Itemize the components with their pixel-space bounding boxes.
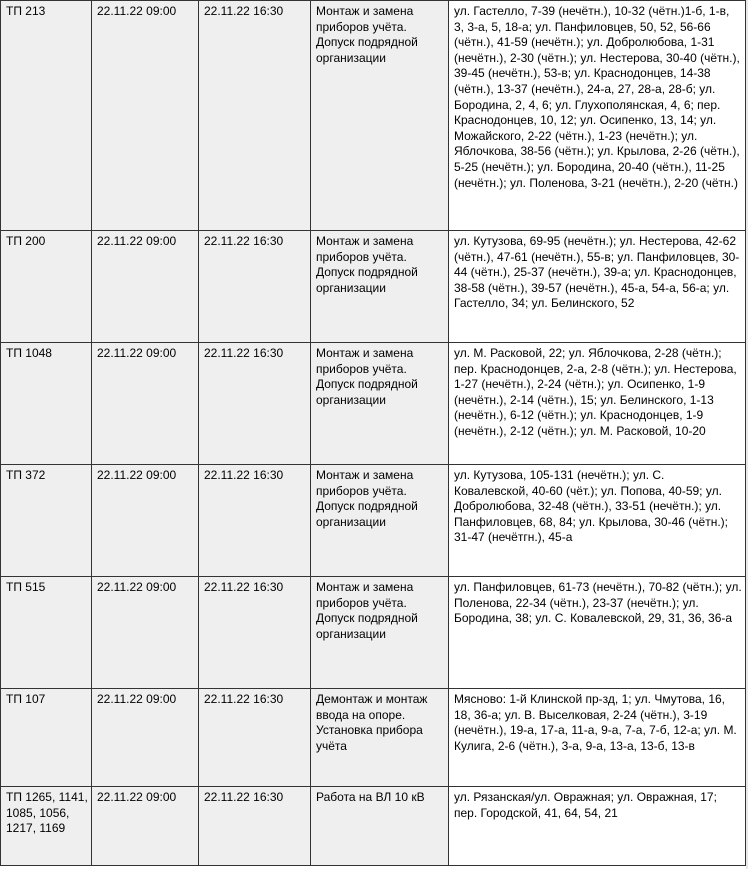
end-time-cell: 22.11.22 16:30 [199,1,311,231]
end-time-cell: 22.11.22 16:30 [199,343,311,465]
addresses-cell: ул. Рязанская/ул. Овражная; ул. Овражная, 17; пер. Городской, 41, 64, 54, 21 [449,787,746,866]
substation-cell: ТП 515 [1,577,92,689]
work-type-cell: Монтаж и замена приборов учёта. Допуск подрядной организации [311,1,449,231]
work-type-cell: Монтаж и замена приборов учёта. Допуск подрядной организации [311,577,449,689]
substation-cell: ТП 1265, 1141, 1085, 1056, 1217, 1169 [1,787,92,866]
table-row [1,465,746,577]
substation-cell: ТП 1048 [1,343,92,465]
start-time-cell: 22.11.22 09:00 [92,787,199,866]
end-time-cell: 22.11.22 16:30 [199,689,311,787]
work-type-cell: Монтаж и замена приборов учёта. Допуск подрядной организации [311,343,449,465]
start-time-cell: 22.11.22 09:00 [92,465,199,577]
addresses-cell: ул. М. Расковой, 22; ул. Яблочкова, 2-28 (чётн.); пер. Краснодонцев, 2-а, 2-8 (чётн.); ул. Нестерова, 1-27 (нечётн.), 2-24 (чётн.); ул. Осипенко, 1-9 (нечётн.), 2-14 (чётн.), 15; ул. Белинского, 1-13 (нечётн.), 6-12 (чётн.); ул. Краснодонцев, 1-9 (нечётн.), 2-12 (чётн.); ул. М. Расковой, 10-20 [449,343,746,465]
addresses-cell: Мясново: 1-й Клинской пр-зд, 1; ул. Чмутова, 16, 18, 36-а; ул. В. Выселковая, 2-24 (чётн.), 3-19 (нечётн.), 19-а, 17-а, 11-а, 9-а, 7-а, 7-б, 12-а; ул. М. Кулига, 2-6 (чётн.), 3-а, 9-а, 13-а, 13-б, 13-в [449,689,746,787]
table-row [1,787,746,866]
end-time-cell: 22.11.22 16:30 [199,577,311,689]
substation-cell: ТП 200 [1,231,92,343]
table-row [1,689,746,787]
addresses-cell: ул. Гастелло, 7-39 (нечётн.), 10-32 (чётн.)1-б, 1-в, 3, 3-а, 5, 18-а; ул. Панфиловцев, 50, 52, 56-66 (чётн.), 41-59 (нечётн.); ул. Добролюбова, 1-31 (нечётн.), 2-30 (чётн.); ул. Нестерова, 30-40 (чётн.), 39-45 (нечётн.), 53-в; ул. Краснодонцев, 14-38 (чётн.), 13-37 (нечётн.), 24-а, 27, 28-а, 28-б; ул. Бородина, 2, 4, 6; ул. Глухополянская, 4, 6; пер. Краснодонцев, 10, 12; ул. Осипенко, 13, 14; ул. Можайского, 2-22 (чётн.), 1-23 (нечётн.); ул. Яблочкова, 38-56 (чётн.); ул. Крылова, 2-26 (чётн.), 5-25 (нечётн.); ул. Бородина, 20-40 (чётн.), 11-25 (нечётн.); ул. Поленова, 3-21 (нечётн.), 2-20 (чётн.) [449,1,746,231]
addresses-cell: ул. Кутузова, 69-95 (нечётн.); ул. Нестерова, 42-62 (чётн.), 47-61 (нечётн.), 55-в; ул. Панфиловцев, 30-44 (чётн.), 25-37 (нечётн.), 39-а; ул. Краснодонцев, 38-58 (чётн.), 39-57 (нечётн.), 45-а, 54-а, 56-а; ул. Гастелло, 34; ул. Белинского, 52 [449,231,746,343]
work-type-cell: Демонтаж и монтаж ввода на опоре. Установка прибора учёта [311,689,449,787]
substation-cell: ТП 107 [1,689,92,787]
table-row [1,577,746,689]
addresses-cell: ул. Панфиловцев, 61-73 (нечётн.), 70-82 (чётн.); ул. Поленова, 22-34 (чётн.), 23-37 (нечётн.); ул. Бородина, 38; ул. С. Ковалевской, 29, 31, 36, 36-а [449,577,746,689]
end-time-cell: 22.11.22 16:30 [199,465,311,577]
table-row [1,231,746,343]
substation-cell: ТП 372 [1,465,92,577]
work-type-cell: Монтаж и замена приборов учёта. Допуск подрядной организации [311,465,449,577]
start-time-cell: 22.11.22 09:00 [92,231,199,343]
start-time-cell: 22.11.22 09:00 [92,577,199,689]
table-row [1,1,746,231]
work-type-cell: Монтаж и замена приборов учёта. Допуск подрядной организации [311,231,449,343]
start-time-cell: 22.11.22 09:00 [92,689,199,787]
table-row [1,343,746,465]
start-time-cell: 22.11.22 09:00 [92,343,199,465]
start-time-cell: 22.11.22 09:00 [92,1,199,231]
work-type-cell: Работа на ВЛ 10 кВ [311,787,449,866]
end-time-cell: 22.11.22 16:30 [199,231,311,343]
substation-cell: ТП 213 [1,1,92,231]
addresses-cell: ул. Кутузова, 105-131 (нечётн.); ул. С. Ковалевской, 40-60 (чёт.); ул. Попова, 40-59; ул. Добролюбова, 32-48 (чётн.), 33-51 (нечётн.); ул. Панфиловцев, 68, 84; ул. Крылова, 30-46 (чётн.); 31-47 (нечётгн.), 45-а [449,465,746,577]
end-time-cell: 22.11.22 16:30 [199,787,311,866]
